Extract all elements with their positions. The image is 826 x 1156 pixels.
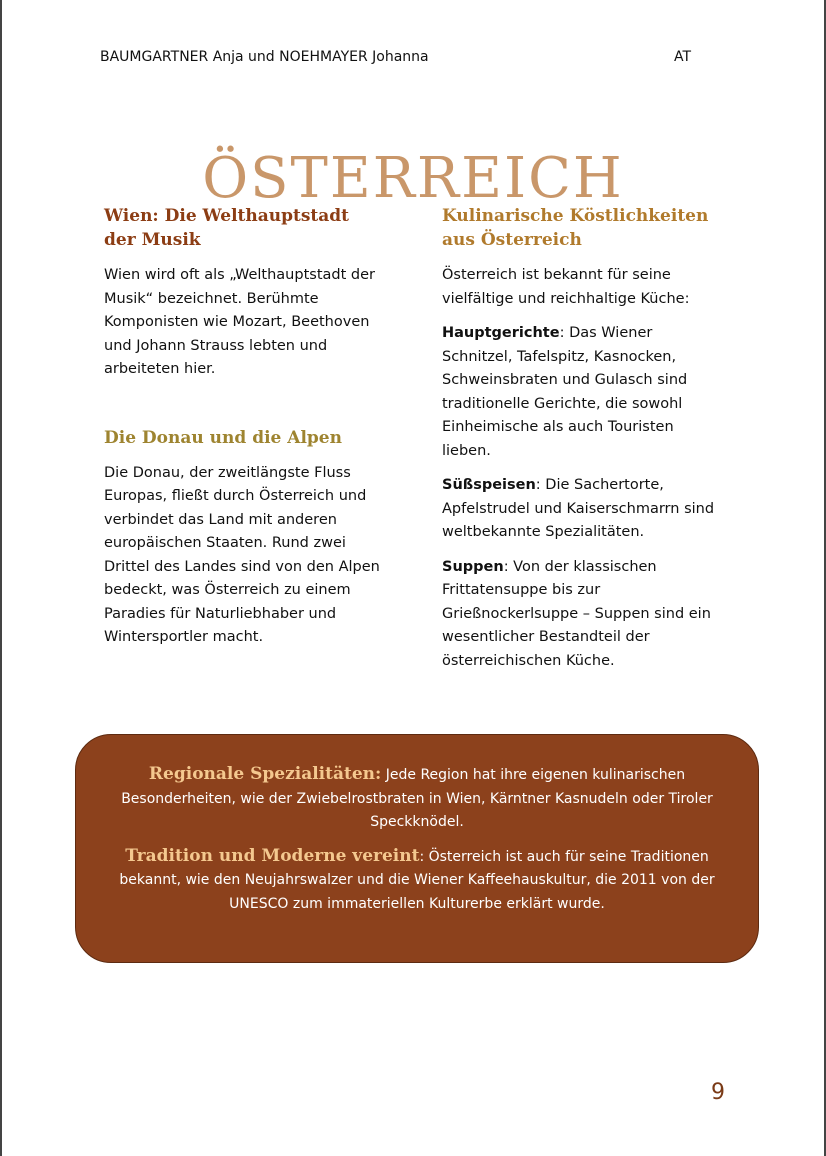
cuisine-item-main-dishes — [442, 322, 722, 463]
box-label-regional: Regionale Spezialitäten: — [148, 764, 382, 784]
header-authors: BAUMGARTNER Anja und NOEHMAYER Johanna — [100, 49, 429, 65]
section-text-vienna: Wien wird oft als „Welthauptstadt der Musik“ bezeichnet. Berühmte Komponisten wie Mozart, Beethoven und Johann Strauss lebten und arbeiteten hier. — [104, 267, 375, 377]
section-heading-vienna: Wien: Die Welthauptstadt der Musik — [104, 206, 350, 250]
section-text-danube-alps: Die Donau, der zweitlängste Fluss Europas, fließt durch Österreich und verbindet das Land mit anderen europäischen Staaten. Rund zwei Drittel des Landes sind von den Alpen bedeckt, was Österreich zu einem Paradies für Naturliebhaber und Wintersportler macht. — [104, 464, 380, 645]
cuisine-item-text: : Die Sachertorte, Apfelstrudel und Kaiserschmarrn sind weltbekannte Spezialitäten. — [442, 477, 715, 540]
box-label-tradition: Tradition und Moderne vereint — [125, 845, 420, 866]
section-heading-danube-alps: Die Donau und die Alpen — [104, 427, 342, 448]
cuisine-item-text: : Das Wiener Schnitzel, Tafelspitz, Kasnocken, Schweinsbraten und Gulasch sind traditionelle Gerichte, die sowohl Einheimische als auch Touristen lieben. — [442, 325, 688, 459]
cuisine-item-label: Süßspeisen — [442, 477, 536, 493]
box-paragraph-tradition — [100, 845, 734, 917]
highlight-box — [75, 734, 759, 963]
page-number: 9 — [711, 1080, 725, 1105]
cuisine-item-desserts — [442, 474, 722, 545]
left-column — [104, 204, 384, 650]
box-text-tradition: : Österreich ist auch für seine Traditionen bekannt, wie den Neujahrswalzer und die Wiener Kaffeehauskultur, die 2011 von der UNESCO zum immateriellen Kulturerbe erklärt wurde. — [119, 848, 715, 912]
cuisine-item-label: Hauptgerichte — [442, 325, 560, 341]
cuisine-intro: Österreich ist bekannt für seine vielfältige und reichhaltige Küche: — [442, 267, 690, 307]
section-heading-cuisine: Kulinarische Köstlichkeiten aus Österreich — [442, 206, 709, 250]
cuisine-item-text: : Von der klassischen Frittatensuppe bis zur Grießnockerlsuppe – Suppen sind ein wesentlicher Bestandteil der österreichischen Küche. — [442, 558, 711, 669]
cuisine-item-soups — [442, 556, 722, 674]
header-country-code: AT — [674, 49, 692, 65]
page-title: ÖSTERREICH — [202, 145, 624, 211]
box-text-regional: Jede Region hat ihre eigenen kulinarischen Besonderheiten, wie der Zwiebelrostbraten in Wien, Kärntner Kasnudeln oder Tiroler Speckknödel. — [121, 767, 713, 830]
right-column — [442, 204, 722, 673]
cuisine-item-label: Suppen — [442, 558, 504, 575]
box-paragraph-regional — [100, 763, 734, 835]
